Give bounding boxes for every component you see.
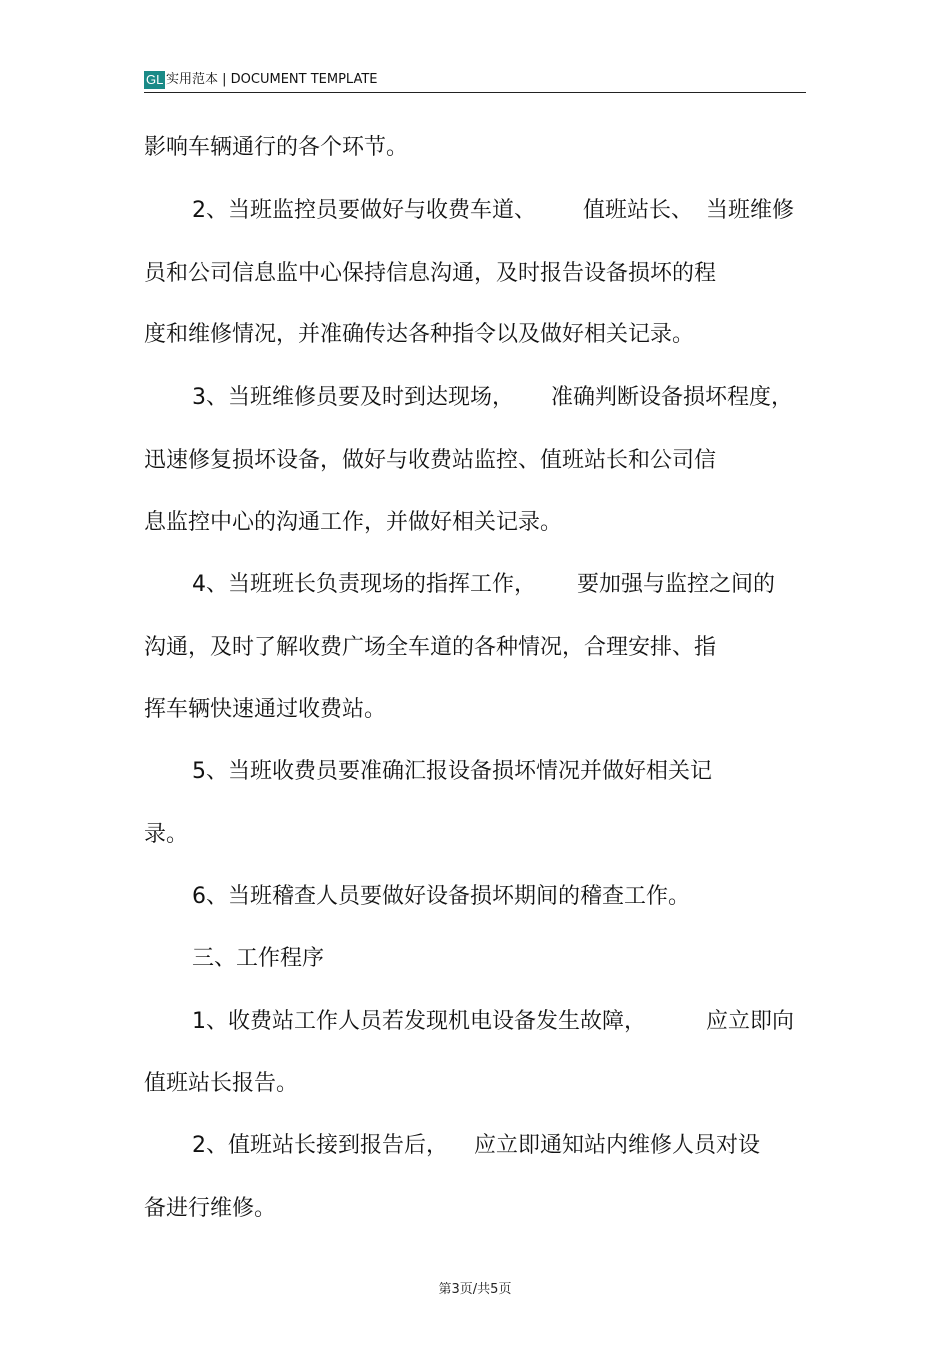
- text-line: 员和公司信息监中心保持信息沟通，及时报告设备损坏的程: [144, 261, 717, 286]
- text-line: 2、当班监控员要做好与收费车道、: [192, 198, 536, 223]
- text-line: 准确判断设备损坏程度，: [551, 385, 794, 410]
- text-line: 要加强与监控之间的: [577, 572, 776, 597]
- page-number: 第3页/共5页: [438, 1282, 512, 1297]
- text-line: 迅速修复损坏设备，做好与收费站监控、值班站长和公司信: [144, 448, 717, 473]
- header-title: 实用范本 | DOCUMENT TEMPLATE: [166, 72, 378, 87]
- section-heading: 三、工作程序: [192, 946, 325, 971]
- text-line: 2、值班站长接到报告后，: [192, 1133, 448, 1158]
- text-line: 沟通，及时了解收费广场全车道的各种情况，合理安排、指: [144, 635, 717, 660]
- text-line: 应立即向: [706, 1009, 795, 1034]
- text-line: 值班站长报告。: [144, 1071, 299, 1096]
- page-header: [144, 68, 806, 93]
- text-line: 息监控中心的沟通工作，并做好相关记录。: [144, 510, 563, 535]
- text-line: 影响车辆通行的各个环节。: [144, 135, 409, 160]
- text-line: 度和维修情况，并准确传达各种指令以及做好相关记录。: [144, 322, 695, 347]
- text-line: 值班站长、: [583, 198, 694, 223]
- text-line: 5、当班收费员要准确汇报设备损坏情况并做好相关记: [192, 759, 712, 784]
- gl-logo: GL: [146, 72, 164, 87]
- text-line: 挥车辆快速通过收费站。: [144, 697, 387, 722]
- text-line: 4、当班班长负责现场的指挥工作，: [192, 572, 536, 597]
- text-line: 6、当班稽查人员要做好设备损坏期间的稽查工作。: [192, 884, 690, 909]
- text-line: 备进行维修。: [144, 1196, 277, 1221]
- text-line: 1、收费站工作人员若发现机电设备发生故障，: [192, 1009, 646, 1034]
- text-line: 录。: [144, 822, 189, 847]
- text-line: 应立即通知站内维修人员对设: [474, 1133, 761, 1158]
- text-line: 3、当班维修员要及时到达现场，: [192, 385, 514, 410]
- text-line: 当班维修: [706, 198, 795, 223]
